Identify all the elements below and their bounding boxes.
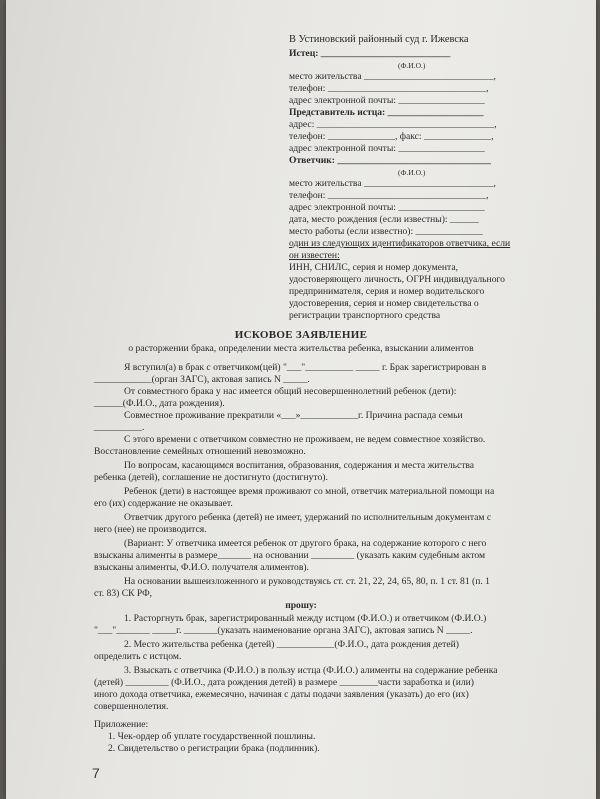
defendant-work: место работы (если известно): ______________ bbox=[289, 226, 483, 237]
request-line: иного дохода ответчика, ежемесячно, начиная с даты подачи заявления (указать) до его (их) bbox=[94, 689, 469, 700]
request-line: 2. Место жительства ребенка (детей) ____________(Ф.И.О., дата рождения детей) bbox=[124, 639, 459, 650]
body-line: По вопросам, касающимся воспитания, образования, содержания и места жительства bbox=[124, 460, 475, 471]
body-line: Ответчик другого ребенка (детей) не имеет, удержаний по исполнительным документам с bbox=[124, 512, 492, 523]
plaintiff-label: Истец: ___________________________ bbox=[289, 48, 451, 59]
request-line: (детей) _________ (Ф.И.О., дата рождения детей) в размере ________части заработка и (или) bbox=[94, 677, 474, 688]
body-line: __________. bbox=[94, 422, 145, 433]
body-line: На основании вышеизложенного и руководствуясь ст. ст. 21, 22, 24, 65, 80, п. 1 ст. 81 (п. 1 bbox=[124, 576, 490, 587]
request-line: 1. Расторгнуть брак, зарегистрированный между истцом (Ф.И.О.) и ответчиком (Ф.И.О.) bbox=[124, 613, 487, 624]
request-heading: прошу: bbox=[285, 600, 317, 611]
representative-address: адрес: _____________________________________, bbox=[289, 119, 497, 130]
body-line: Ребенок (дети) в настоящее время проживают со мной, ответчик материальной помощи на bbox=[124, 486, 495, 497]
defendant-residence: место жительства ___________________________, bbox=[289, 178, 496, 189]
appendix-item: 1. Чек-ордер об уплате государственной пошлины. bbox=[108, 731, 316, 742]
request-line: совершеннолетия. bbox=[94, 701, 169, 712]
body-line: ______(Ф.И.О., дата рождения). bbox=[94, 398, 225, 409]
body-line: взысканы алименты, Ф.И.О. получателя алиментов). bbox=[94, 562, 309, 573]
representative-label: Представитель истца: ____________________ bbox=[289, 107, 484, 118]
identifiers-list: предпринимателя, серия и номер водительского bbox=[289, 286, 485, 297]
defendant-birth: дата, место рождения (если известны): ______ bbox=[289, 214, 479, 225]
body-line: (Вариант: У ответчика имеется ребенок от другого брака, на содержание которого с него bbox=[124, 538, 487, 549]
document-page bbox=[6, 0, 596, 799]
fio-caption: (Ф.И.О.) bbox=[398, 61, 426, 70]
document-subtitle: о расторжении брака, определении места жительства ребенка, взыскании алиментов bbox=[128, 343, 474, 354]
court-name: В Устиновский районный суд г. Ижевска bbox=[289, 34, 469, 45]
body-line: Восстановление семейных отношений невозможно. bbox=[94, 446, 306, 457]
request-line: 3. Взыскать с ответчика (Ф.И.О.) в пользу истца (Ф.И.О.) алименты на содержание ребенка bbox=[124, 665, 498, 676]
body-line: Совместное проживание прекратили «___»____________г. Причина распада семьи bbox=[124, 410, 463, 421]
defendant-phone: телефон: _________________________________, bbox=[289, 190, 489, 201]
identifiers-list: ИНН, СНИЛС, серия и номер документа, bbox=[289, 262, 459, 273]
identifiers-list: удостоверения, серия и номер свидетельства о bbox=[289, 298, 479, 309]
body-line: взысканы алименты в размере_______ на основании _________ (указать каким судебным актом bbox=[94, 550, 486, 561]
identifiers-heading-cont: он известен: bbox=[289, 250, 340, 261]
identifiers-list: удостоверяющего личность, ОГРН индивидуального bbox=[289, 274, 505, 285]
page-number: 7 bbox=[92, 765, 100, 781]
request-line: "___"_______ _____г. _______(указать наименование органа ЗАГС), актовая запись N _____. bbox=[94, 625, 473, 636]
defendant-label: Ответчик: ________________________________ bbox=[289, 155, 491, 166]
plaintiff-residence: место жительства ___________________________, bbox=[289, 71, 496, 82]
body-line: Я вступил(а) в брак с ответчиком(цей) "___"__________ _____ г. Брак зарегистрирован в bbox=[124, 362, 487, 373]
defendant-email: адрес электронной почты: __________________ bbox=[289, 202, 485, 213]
body-line: него (нее) не производится. bbox=[94, 524, 207, 535]
document-title: ИСКОВОЕ ЗАЯВЛЕНИЕ bbox=[234, 329, 368, 341]
request-line: определить с истцом. bbox=[94, 651, 182, 662]
body-line: ____________(орган ЗАГС), актовая запись N _____. bbox=[94, 374, 310, 385]
representative-phone-fax: телефон: ______________, факс: ______________, bbox=[289, 131, 494, 142]
body-line: С этого времени с ответчиком совместно не проживаем, не ведем совместное хозяйство. bbox=[124, 434, 486, 445]
fio-caption: (Ф.И.О.) bbox=[398, 168, 426, 177]
plaintiff-phone: телефон: _________________________________, bbox=[289, 83, 489, 94]
plaintiff-email: адрес электронной почты: __________________ bbox=[289, 95, 485, 106]
body-line: От совместного брака у нас имеется общий несовершеннолетний ребенок (дети): bbox=[124, 386, 457, 397]
body-line: ст. 83) СК РФ, bbox=[94, 588, 153, 599]
identifiers-heading: один из следующих идентификаторов ответчика, если bbox=[289, 238, 511, 249]
body-line: ребенка (детей), соглашение не достигнуто (достигнуто). bbox=[94, 472, 328, 483]
appendix-label: Приложение: bbox=[94, 719, 149, 730]
body-line: его (их) содержание не оказывает. bbox=[94, 498, 233, 509]
representative-email: адрес электронной почты: __________________ bbox=[289, 143, 485, 154]
identifiers-list: регистрации транспортного средства bbox=[289, 310, 441, 321]
appendix-item: 2. Свидетельство о регистрации брака (подлинник). bbox=[108, 743, 320, 754]
